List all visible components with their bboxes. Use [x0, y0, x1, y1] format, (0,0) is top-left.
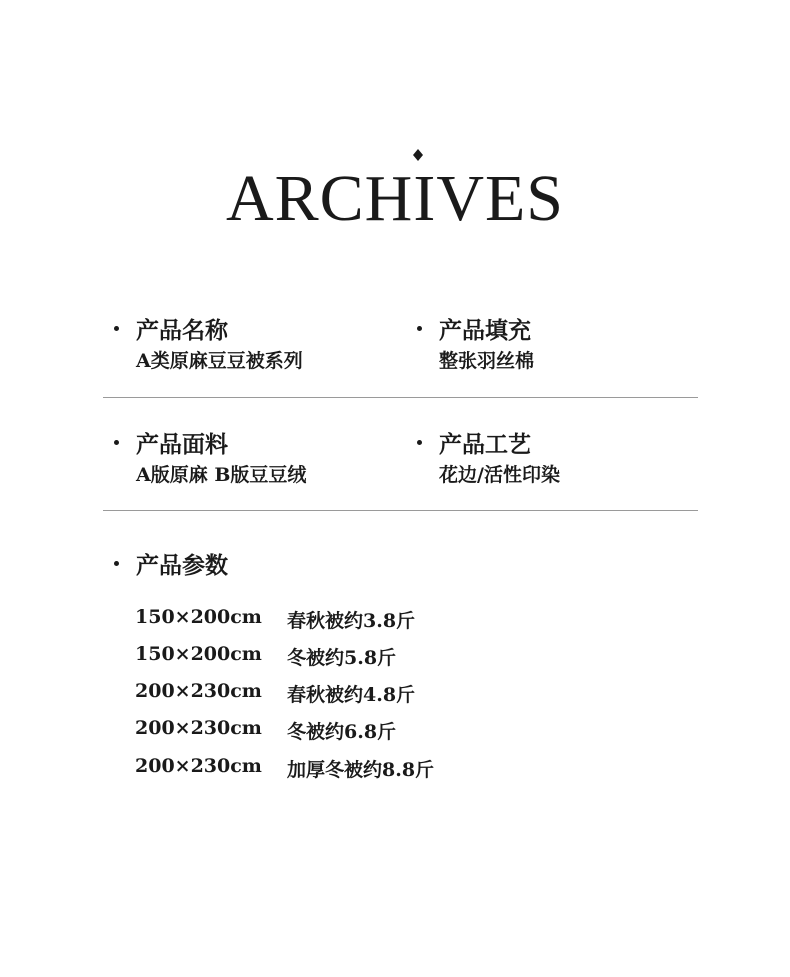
divider: [103, 397, 698, 398]
bullet-icon: [114, 326, 119, 331]
spec-desc: 春秋被约3.8斤: [287, 610, 416, 632]
spec-desc: 春秋被约4.8斤: [287, 684, 416, 706]
spec-size: 200×230cm: [135, 755, 262, 777]
logo-text: ARCHIVES: [225, 162, 565, 230]
info-value: A版原麻 B版豆豆绒: [136, 464, 307, 486]
spec-desc: 冬被约5.8斤: [287, 647, 397, 669]
diamond-icon: [413, 149, 423, 161]
bullet-icon: [417, 440, 422, 445]
info-value: 花边/活性印染: [439, 464, 560, 486]
spec-desc: 加厚冬被约8.8斤: [287, 759, 435, 781]
info-title: 产品面料: [136, 431, 228, 458]
spec-size: 150×200cm: [135, 643, 262, 665]
brand-logo: [0, 140, 790, 230]
bullet-icon: [114, 440, 119, 445]
spec-desc: 冬被约6.8斤: [287, 721, 397, 743]
specs-title: 产品参数: [136, 552, 228, 579]
spec-size: 200×230cm: [135, 680, 262, 702]
info-title: 产品名称: [136, 317, 228, 344]
spec-size: 200×230cm: [135, 717, 262, 739]
divider: [103, 510, 698, 511]
info-value: 整张羽丝棉: [439, 350, 535, 372]
info-value: A类原麻豆豆被系列: [136, 350, 303, 372]
bullet-icon: [417, 326, 422, 331]
info-title: 产品填充: [439, 317, 531, 344]
info-title: 产品工艺: [439, 431, 531, 458]
bullet-icon: [114, 561, 119, 566]
spec-size: 150×200cm: [135, 606, 262, 628]
brand-logo-graphic: [215, 140, 575, 230]
